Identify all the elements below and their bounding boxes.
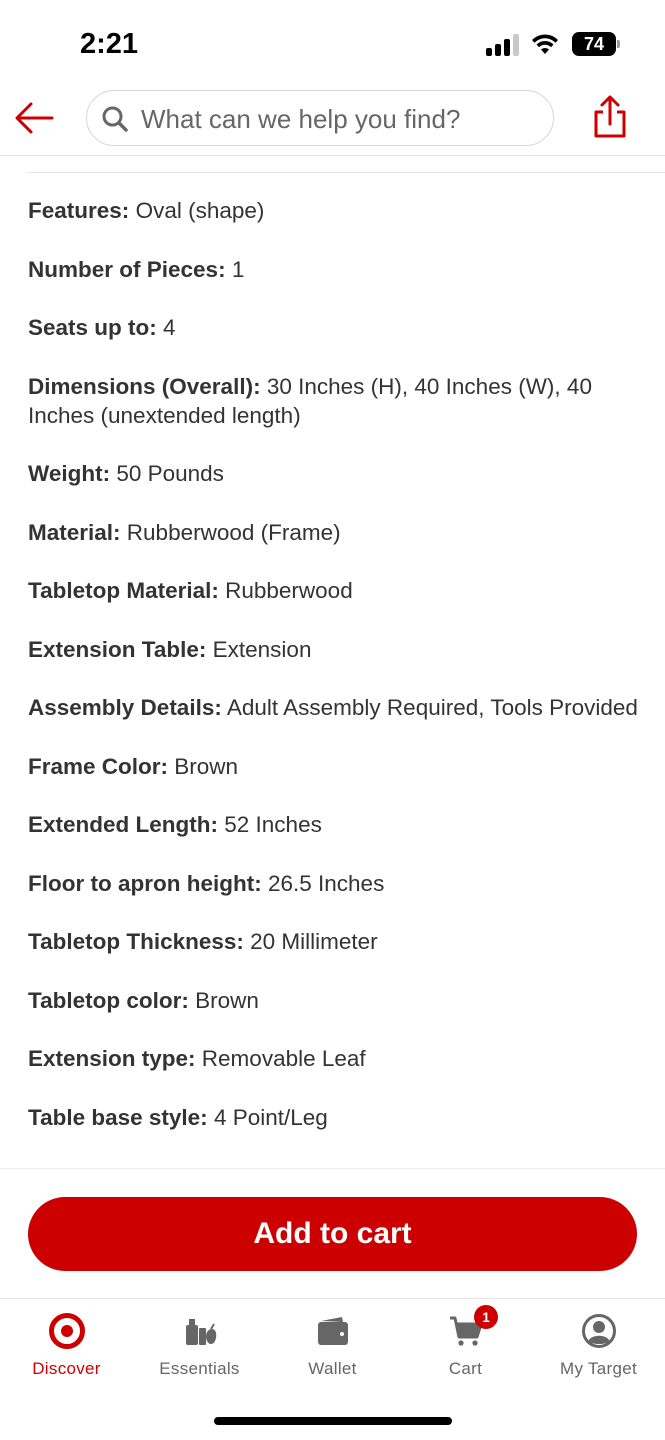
- specifications-list: [28, 196, 638, 1161]
- spec-assembly-details: [28, 693, 638, 722]
- spec-extension-table: [28, 635, 638, 664]
- spec-label: Extended Length:: [28, 812, 218, 837]
- nav-item-my-target[interactable]: [532, 1299, 665, 1389]
- spec-extended-length: [28, 810, 638, 839]
- spec-value: Extension: [212, 636, 312, 662]
- section-divider: [28, 172, 665, 173]
- spec-value: 50 Pounds: [116, 461, 224, 486]
- spec-label: Table base style:: [28, 1104, 208, 1130]
- spec-label: Tabletop color:: [28, 987, 189, 1013]
- cart-count-badge: 1: [474, 1305, 498, 1329]
- spec-weight: [28, 459, 638, 488]
- spec-value: 4: [163, 315, 176, 340]
- spec-label: Number of Pieces:: [28, 256, 226, 282]
- spec-label: Seats up to:: [28, 315, 157, 340]
- spec-label: Extension Table:: [28, 636, 207, 662]
- share-button[interactable]: [590, 94, 630, 140]
- add-to-cart-button[interactable]: Add to cart: [28, 1197, 637, 1271]
- spec-tabletop-material: [28, 576, 638, 605]
- spec-value: Brown: [174, 753, 239, 779]
- spec-extension-type: [28, 1044, 638, 1073]
- spec-tabletop-color: [28, 986, 638, 1015]
- target-logo-icon: [49, 1313, 85, 1349]
- nav-item-wallet[interactable]: [266, 1299, 399, 1389]
- spec-floor-to-apron-height: [28, 869, 638, 898]
- search-input[interactable]: [141, 99, 541, 139]
- spec-dimensions: [28, 372, 638, 430]
- status-time: 2:21: [80, 28, 139, 60]
- spec-value: Oval (shape): [135, 198, 265, 223]
- spec-label: Floor to apron height:: [28, 870, 262, 896]
- cellular-signal-icon: [486, 34, 520, 56]
- nav-label: My Target: [559, 1359, 638, 1378]
- top-header: [0, 86, 665, 156]
- spec-value: 30 Inches (H), 40 Inches (W), 40 Inches (unextended length): [28, 373, 592, 428]
- spec-value: 26.5 Inches: [267, 870, 385, 896]
- spec-frame-color: [28, 752, 638, 781]
- home-indicator: [214, 1417, 452, 1425]
- spec-label: Features:: [28, 198, 130, 223]
- spec-label: Tabletop Thickness:: [28, 929, 244, 954]
- spec-value: 1: [231, 256, 245, 282]
- spec-seats-up-to: [28, 313, 638, 342]
- nav-item-discover[interactable]: [0, 1299, 133, 1389]
- spec-label: Tabletop Material:: [28, 578, 219, 603]
- spec-material: [28, 518, 638, 547]
- spec-tabletop-thickness: [28, 927, 638, 956]
- battery-icon: [572, 32, 620, 56]
- spec-value: Removable Leaf: [201, 1046, 366, 1071]
- spec-value: Brown: [195, 987, 259, 1013]
- spec-label: Material:: [28, 519, 121, 545]
- battery-level: 74: [572, 32, 616, 56]
- back-button[interactable]: [14, 100, 54, 136]
- share-icon: [590, 94, 630, 140]
- spec-number-of-pieces: [28, 255, 638, 284]
- spec-value: 4 Point/Leg: [213, 1104, 328, 1130]
- search-bar[interactable]: [86, 90, 554, 146]
- nav-label: Wallet: [308, 1359, 357, 1378]
- magnifier-icon: [101, 105, 129, 133]
- spec-features: [28, 196, 638, 225]
- wifi-icon: [530, 32, 560, 56]
- spec-label: Extension type:: [28, 1046, 196, 1071]
- spec-value: 52 Inches: [224, 812, 322, 837]
- spec-label: Assembly Details:: [28, 695, 222, 720]
- spec-label: Dimensions (Overall):: [28, 373, 261, 399]
- spec-value: Rubberwood: [225, 578, 353, 603]
- nav-label: Discover: [32, 1359, 101, 1378]
- spec-table-base-style: [28, 1103, 638, 1132]
- spec-value: Adult Assembly Required, Tools Provided: [226, 695, 638, 720]
- spec-label: Weight:: [28, 461, 111, 486]
- spec-value: Rubberwood (Frame): [126, 519, 341, 545]
- spec-label: Frame Color:: [28, 753, 169, 779]
- nav-label: Essentials: [159, 1359, 240, 1378]
- spec-value: 20 Millimeter: [250, 929, 378, 954]
- arrow-left-icon: [14, 100, 54, 136]
- account-icon: [581, 1313, 617, 1349]
- nav-label: Cart: [448, 1359, 483, 1378]
- wallet-icon: [315, 1313, 351, 1349]
- nav-item-cart[interactable]: [399, 1299, 532, 1389]
- status-bar: [0, 0, 665, 86]
- add-to-cart-bar: [0, 1168, 665, 1298]
- essentials-icon: [182, 1313, 218, 1349]
- nav-item-essentials[interactable]: [133, 1299, 266, 1389]
